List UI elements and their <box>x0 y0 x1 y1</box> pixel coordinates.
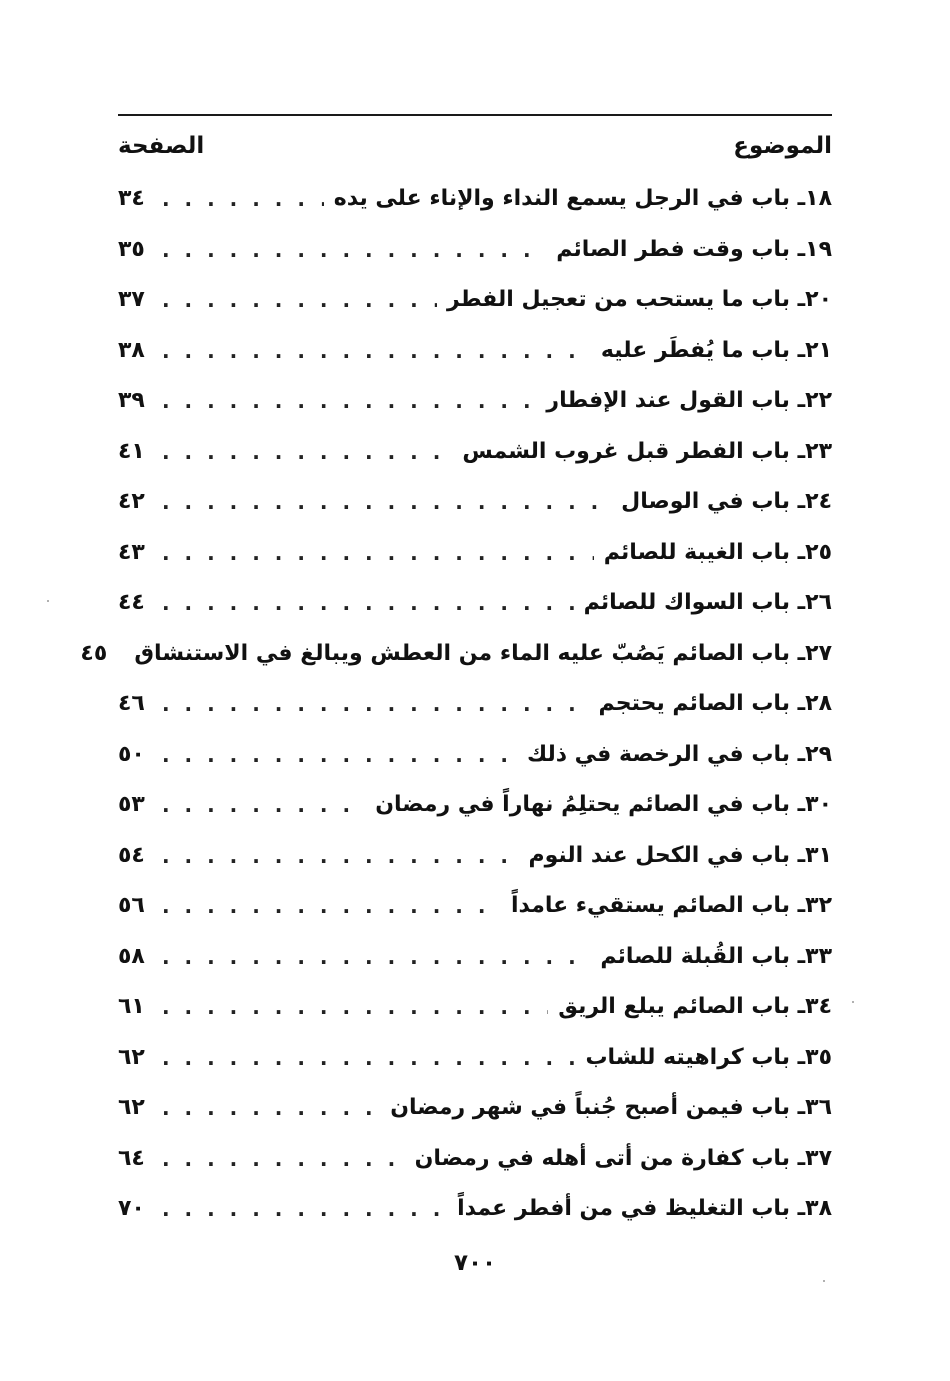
dot-leader <box>162 1149 405 1169</box>
toc-entry <box>118 982 832 1033</box>
toc-entry-title: ١٨ـ باب في الرجل يسمع النداء والإناء على يده <box>333 186 832 212</box>
toc-entry-title: ٢٥ـ باب الغيبة للصائم <box>603 539 832 565</box>
toc-entry-page: ٥٠ <box>118 741 145 767</box>
toc-entry-page: ٥٤ <box>118 842 145 868</box>
toc-entry-title: ٢٧ـ باب الصائم يَصُبّ عليه الماء من العطش ويبالغ في الاستنشاق <box>134 640 832 666</box>
toc-entry-title: ٢٦ـ باب السواك للصائم <box>583 590 832 616</box>
toc-entry-title: ٣٦ـ باب فيمن أصبح جُنباً في شهر رمضان <box>390 1095 832 1121</box>
toc-entry-page: ٥٣ <box>118 792 145 818</box>
toc-entry-page: ٤١ <box>118 438 145 464</box>
page-column-label: الصفحة <box>118 133 205 159</box>
toc-entry-title: ٣٧ـ باب كفارة من أتى أهله في رمضان <box>414 1145 832 1171</box>
page-number: ٧٠٠ <box>453 1250 497 1276</box>
table-of-contents <box>80 174 832 1235</box>
toc-entry-page: ٦٤ <box>118 1145 145 1171</box>
toc-entry <box>118 679 832 730</box>
toc-entry <box>80 629 832 680</box>
dot-leader <box>162 846 519 866</box>
toc-entry-page: ٣٨ <box>118 337 145 363</box>
toc-entry <box>118 730 832 781</box>
toc-entry-page: ٤٣ <box>118 539 145 565</box>
toc-entry-title: ٢٨ـ باب الصائم يحتجم <box>598 691 832 717</box>
toc-entry-title: ٢٩ـ باب في الرخصة في ذلك <box>526 741 832 767</box>
toc-entry-title: ٣٢ـ باب الصائم يستقيء عامداً <box>510 893 832 919</box>
toc-entry-title: ١٩ـ باب وقت فطر الصائم <box>556 236 832 262</box>
dot-leader <box>162 492 611 512</box>
toc-entry <box>118 1033 832 1084</box>
toc-entry <box>118 881 832 932</box>
dot-leader <box>162 341 591 361</box>
toc-entry <box>118 578 832 629</box>
toc-entry-title: ٢٠ـ باب ما يستحب من تعجيل الفطر <box>447 287 832 313</box>
dot-leader <box>162 745 517 765</box>
toc-entry-page: ٥٦ <box>118 893 145 919</box>
toc-entry-page: ٤٦ <box>118 691 145 717</box>
toc-entry-page: ٤٥ <box>80 640 108 666</box>
toc-entry <box>118 477 832 528</box>
toc-entry-page: ٤٢ <box>118 489 145 515</box>
toc-entry-page: ٣٩ <box>118 388 145 414</box>
toc-entry <box>118 275 832 326</box>
toc-entry-page: ٥٨ <box>118 943 145 969</box>
dot-leader <box>162 391 536 411</box>
toc-entry-title: ٣٥ـ باب كراهيته للشاب <box>585 1044 832 1070</box>
toc-entry <box>118 376 832 427</box>
dot-leader <box>162 795 365 815</box>
toc-entry-page: ٣٧ <box>118 287 145 313</box>
toc-entry-page: ٦٢ <box>118 1095 145 1121</box>
toc-entry <box>118 1184 832 1235</box>
toc-entry-title: ٣٤ـ باب الصائم يبلع الريق <box>558 994 832 1020</box>
dot-leader <box>162 189 324 209</box>
dot-leader <box>162 1199 447 1219</box>
dot-leader <box>162 1098 380 1118</box>
toc-entry <box>118 831 832 882</box>
dot-leader <box>162 543 594 563</box>
dot-leader <box>162 694 589 714</box>
toc-entry <box>118 1134 832 1185</box>
dot-leader <box>162 290 437 310</box>
dot-leader <box>162 442 452 462</box>
dot-leader <box>162 947 590 967</box>
toc-entry-title: ٣٠ـ باب في الصائم يحتلِمُ نهاراً في رمضان <box>375 792 832 818</box>
toc-entry-page: ٣٥ <box>118 236 145 262</box>
toc-entry-page: ٦٢ <box>118 1044 145 1070</box>
toc-entry <box>118 780 832 831</box>
toc-entry-title: ٣١ـ باب في الكحل عند النوم <box>528 842 832 868</box>
toc-entry-title: ٢١ـ باب ما يُفطَر عليه <box>600 337 832 363</box>
scan-speck <box>852 1001 854 1003</box>
toc-entry-page: ٧٠ <box>118 1196 145 1222</box>
toc-entry <box>118 932 832 983</box>
toc-entry-page: ٦١ <box>118 994 145 1020</box>
dot-leader <box>162 593 574 613</box>
scan-speck <box>823 1280 825 1282</box>
toc-entry-title: ٢٢ـ باب القول عند الإفطار <box>546 388 832 414</box>
toc-entry-title: ٢٣ـ باب الفطر قبل غروب الشمس <box>462 438 832 464</box>
toc-entry <box>118 427 832 478</box>
toc-entry <box>118 174 832 225</box>
dot-leader <box>162 997 548 1017</box>
toc-header <box>118 124 832 168</box>
header-rule <box>118 114 832 116</box>
toc-entry <box>118 1083 832 1134</box>
scan-speck <box>47 600 49 602</box>
toc-entry <box>118 528 832 579</box>
dot-leader <box>162 896 501 916</box>
toc-entry <box>118 326 832 377</box>
dot-leader <box>162 240 546 260</box>
toc-entry-page: ٤٤ <box>118 590 145 616</box>
toc-entry <box>118 225 832 276</box>
toc-entry-title: ٣٣ـ باب القُبلة للصائم <box>600 943 832 969</box>
toc-entry-page: ٣٤ <box>118 186 145 212</box>
toc-entry-title: ٣٨ـ باب التغليظ في من أفطر عمداً <box>457 1196 832 1222</box>
dot-leader <box>162 1048 575 1068</box>
topic-column-label: الموضوع <box>733 133 832 159</box>
toc-entry-title: ٢٤ـ باب في الوصال <box>621 489 832 515</box>
